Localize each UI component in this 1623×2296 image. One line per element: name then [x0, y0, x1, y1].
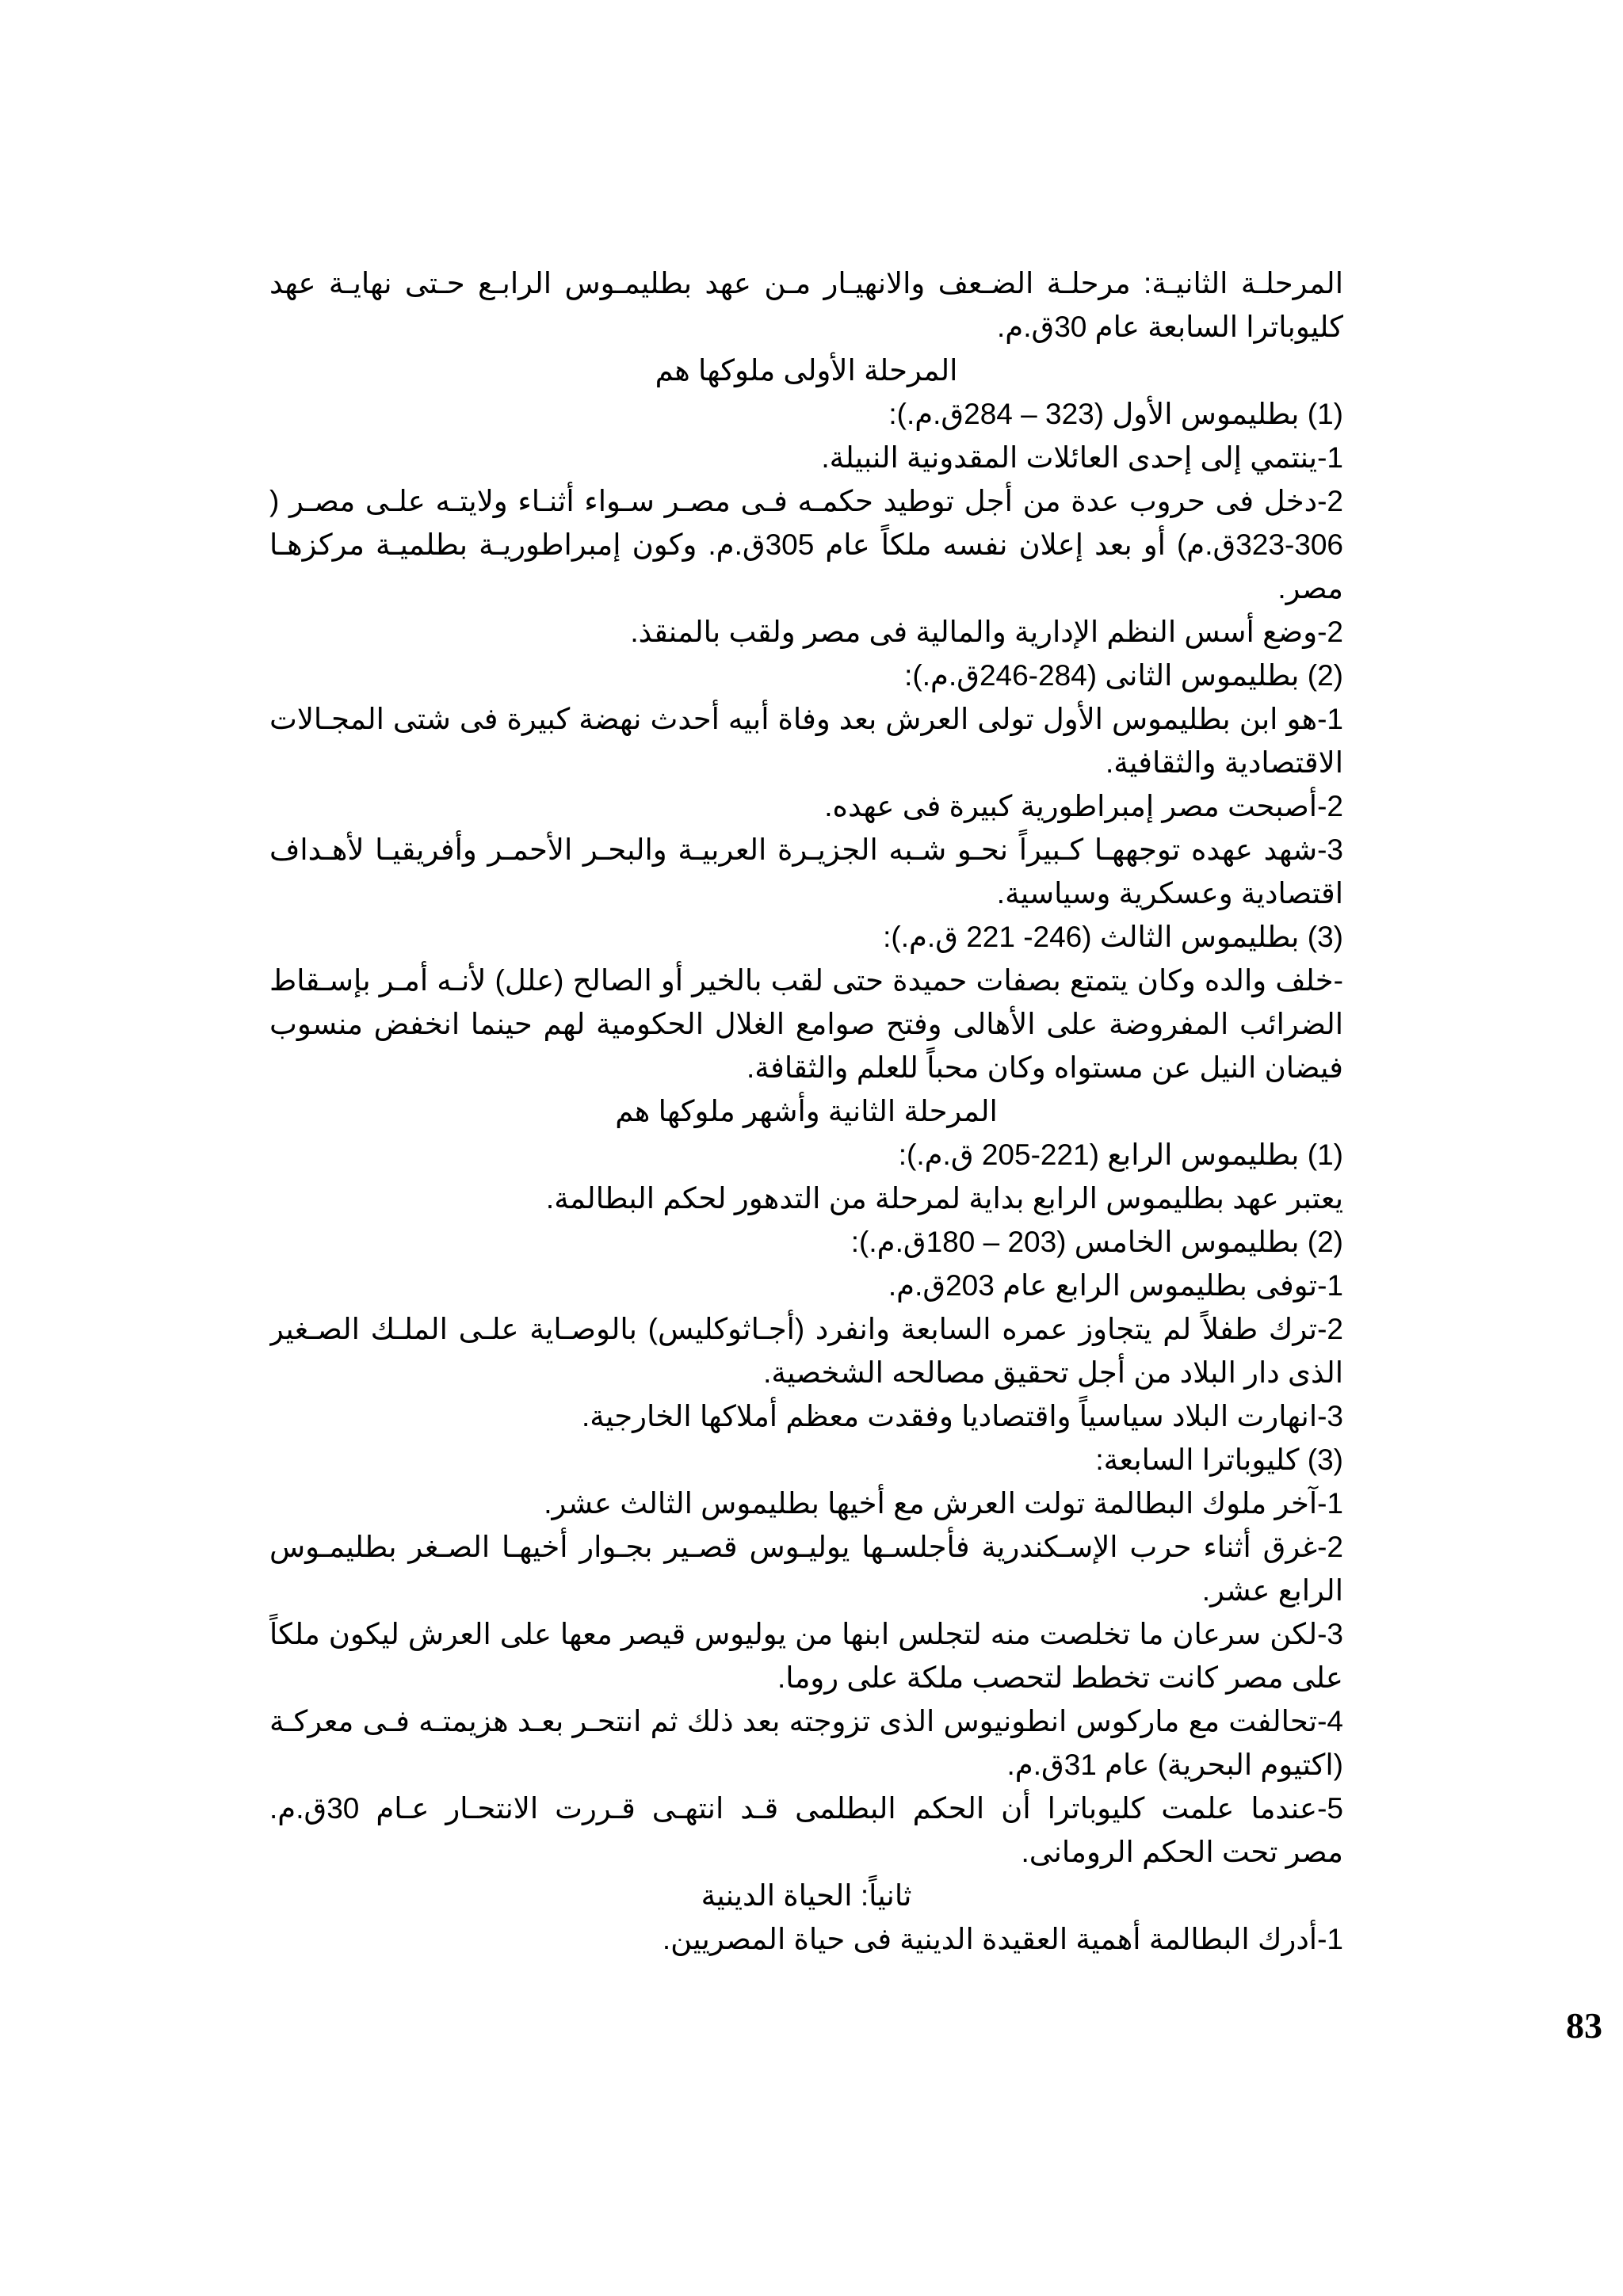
- text-line: يعتبر عهد بطليموس الرابع بداية لمرحلة من التدهور لحكم البطالمة.: [545, 1182, 1343, 1215]
- text-line: فيضان النيل عن مستواه وكان محباً للعلم والثقافة.: [747, 1051, 1343, 1084]
- text-line: (3) بطليموس الثالث (246- 221 ق.م.):: [883, 921, 1343, 953]
- section-heading: ثانياً: الحياة الدينية: [701, 1879, 912, 1912]
- text-line: 2-ترك طفلاً لم يتجاوز عمره السابعة وانفرد (أجـاثوكليس) بالوصـاية علـى الملـك الصـغير: [269, 1313, 1343, 1345]
- text-line: 1-ينتمي إلى إحدى العائلات المقدونية النبيلة.: [821, 441, 1343, 474]
- text-line: المرحلـة الثانيـة: مرحلـة الضـعف والانهيـار مـن عهد بطليمـوس الرابـع حـتى نهايـة عهد: [269, 267, 1343, 299]
- text-line: (اكتيوم البحرية) عام 31ق.م.: [1006, 1749, 1343, 1781]
- text-line: الضرائب المفروضة على الأهالى وفتح صوامع الغلال الحكومية لهم حينما انخفض منسوب: [269, 1008, 1343, 1040]
- text-line: على مصر كانت تخطط لتحصب ملكة على روما.: [777, 1661, 1343, 1694]
- text-line: 4-تحالفت مع ماركوس انطونيوس الذى تزوجته بعد ذلك ثم انتحـر بعـد هزيمتـه فـى معركـة: [269, 1705, 1343, 1737]
- text-line: 1-توفى بطليموس الرابع عام 203ق.م.: [888, 1269, 1343, 1302]
- text-line: -خلف والده وكان يتمتع بصفات حميدة حتى لقب بالخير أو الصالح (علل) لأنـه أمـر بإسـقاط: [269, 964, 1343, 997]
- text-line: 1-آخر ملوك البطالمة تولت العرش مع أخيها بطليموس الثالث عشر.: [544, 1487, 1343, 1520]
- page-body-text: [269, 261, 1343, 1961]
- text-line: 2-غرق أثناء حرب الإسـكندرية فأجلسـها يوليـوس قصـير بجـوار أخيهـا الصـغر بطليمـوس: [269, 1531, 1343, 1563]
- text-line: 1-أدرك البطالمة أهمية العقيدة الدينية فى حياة المصريين.: [662, 1923, 1343, 1955]
- text-line: الذى دار البلاد من أجل تحقيق مصالحه الشخصية.: [763, 1356, 1343, 1389]
- text-line: الرابع عشر.: [1201, 1574, 1343, 1607]
- text-line: 2-أصبحت مصر إمبراطورية كبيرة فى عهده.: [824, 790, 1343, 822]
- text-line: 2-دخل فى حروب عدة من أجل توطيد حكمـه فـى مصـر سـواء أثنـاء ولايتـه علـى مصـر (: [269, 485, 1343, 517]
- section-heading: المرحلة الأولى ملوكها هم: [655, 354, 958, 387]
- text-line: 323-306ق.م) أو بعد إعلان نفسه ملكاً عام 305ق.م. وكون إمبراطوريـة بطلميـة مركزهـا: [269, 528, 1343, 561]
- text-line: مصر تحت الحكم الرومانى.: [1021, 1836, 1343, 1868]
- text-line: اقتصادية وعسكرية وسياسية.: [996, 877, 1343, 910]
- text-line: (3) كليوباترا السابعة:: [1095, 1444, 1343, 1476]
- text-line: 1-هو ابن بطليموس الأول تولى العرش بعد وفاة أبيه أحدث نهضة كبيرة فى شتى المجـالات: [269, 703, 1343, 735]
- text-line: الاقتصادية والثقافية.: [1105, 746, 1343, 779]
- text-line: (1) بطليموس الرابع (221-205 ق.م.):: [898, 1138, 1343, 1171]
- text-line: (1) بطليموس الأول (323 – 284ق.م.):: [888, 398, 1343, 430]
- text-line: 3-لكن سرعان ما تخلصت منه لتجلس ابنها من يوليوس قيصر معها على العرش ليكون ملكاً: [269, 1618, 1343, 1650]
- text-line: مصر.: [1277, 572, 1343, 605]
- text-line: 5-عندما علمت كليوباترا أن الحكم البطلمى قـد انتهـى قـررت الانتحـار عـام 30ق.م.: [269, 1792, 1343, 1825]
- page-number: 83: [1566, 2005, 1602, 2046]
- text-line: 3-انهارت البلاد سياسياً واقتصاديا وفقدت معظم أملاكها الخارجية.: [581, 1400, 1343, 1432]
- text-line: 2-وضع أسس النظم الإدارية والمالية فى مصر ولقب بالمنقذ.: [630, 616, 1343, 648]
- section-heading: المرحلة الثانية وأشهر ملوكها هم: [615, 1095, 998, 1127]
- text-line: (2) بطليموس الخامس (203 – 180ق.م.):: [850, 1226, 1343, 1258]
- text-line: (2) بطليموس الثانى (284-246ق.م.):: [904, 659, 1343, 692]
- text-line: 3-شهد عهده توجههـا كـبيراً نحـو شـبه الجزيـرة العربيـة والبحـر الأحمـر وأفريقيـا لأهـداف: [269, 833, 1343, 866]
- text-line: كليوباترا السابعة عام 30ق.م.: [997, 311, 1343, 343]
